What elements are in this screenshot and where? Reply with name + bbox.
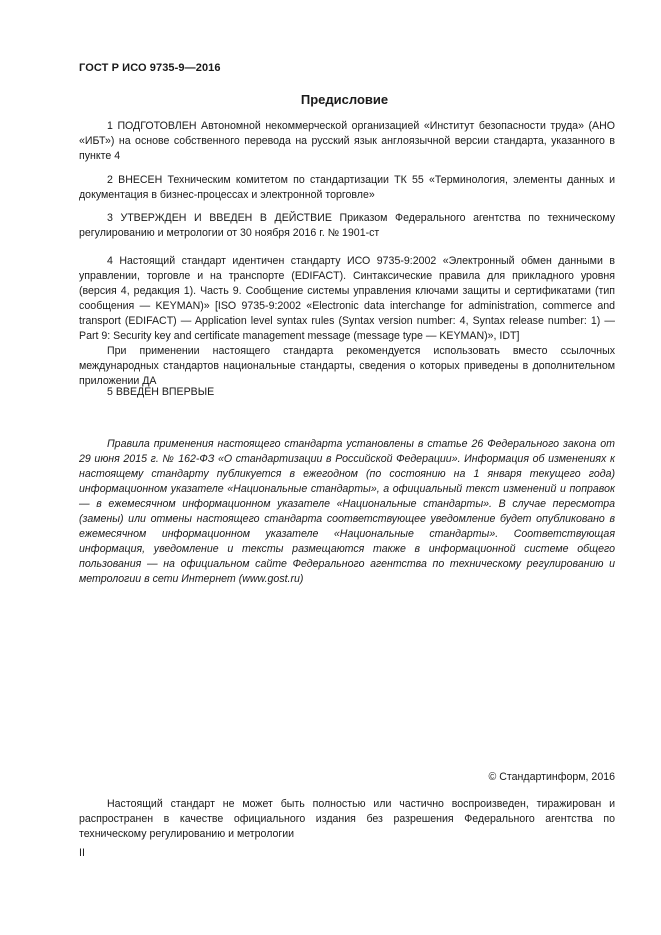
- rules-notice: [79, 437, 615, 587]
- foreword-item-1: [79, 119, 615, 164]
- item-4-text: 4 Настоящий стандарт идентичен стандарту ИСО 9735-9:2002 «Электронный обмен данными в управлении, торговле и на транспорте (EDIFACT). Синтаксические правила для прикладного уровня (версия 4, редакция 1). Часть 9. Сообщение системы управления ключами защиты и сертификатами (тип сообщения — KEYMAN)» [ISO 9735-9:2002 «Electronic data interchange for administration, commerce and transport (EDIFACT) — Application level syntax rules (Syntax version number: 4, Syntax release number: 1) — Part 9: Security key and certificate management message (message type — KEYMAN)», IDT]: [79, 255, 615, 342]
- reproduction-notice-text: Настоящий стандарт не может быть полностью или частично воспроизведен, тиражирован и распространен в качестве официального издания без разрешения Федерального агентства по техническому регулированию и метрологии: [79, 798, 615, 840]
- foreword-item-5: [79, 385, 615, 400]
- foreword-item-3: [79, 211, 615, 241]
- standard-code-header: ГОСТ Р ИСО 9735-9—2016: [79, 62, 221, 74]
- page-number: II: [79, 847, 85, 859]
- item-2-text: 2 ВНЕСЕН Техническим комитетом по стандартизации ТК 55 «Терминология, элементы данных и документация в бизнес-процессах и электронной торговле»: [79, 174, 615, 201]
- copyright: © Стандартинформ, 2016: [488, 771, 615, 783]
- foreword-item-2: [79, 173, 615, 203]
- item-5-text: 5 ВВЕДЕН ВПЕРВЫЕ: [107, 386, 215, 398]
- rules-notice-text: Правила применения настоящего стандарта установлены в статье 26 Федерального закона от 29 июня 2015 г. № 162-ФЗ «О стандартизации в Российской Федерации». Информация об изменениях к настоящему стандарту публикуется в ежегодном (по состоянию на 1 января текущего года) информационном указателе «Национальные стандарты», а официальный текст изменений и поправок — в ежемесячном информационном указателе «Национальные стандарты». В случае пересмотра (замены) или отмены настоящего стандарта соответствующее уведомление будет опубликовано в ежемесячном информационном указателе «Национальные стандарты». Соответствующая информация, уведомление и тексты размещаются также в информационной системе общего пользования — на официальном сайте Федерального агентства по техническому регулированию и метрологии в сети Интернет (www.gost.ru): [79, 438, 615, 585]
- item-4-note: При применении настоящего стандарта рекомендуется использовать вместо ссылочных международных стандартов национальные стандарты, сведения о которых приведены в дополнительном приложении ДА: [79, 345, 615, 387]
- foreword-item-4: [79, 254, 615, 389]
- page-title: Предисловие: [300, 92, 389, 107]
- item-3-text: 3 УТВЕРЖДЕН И ВВЕДЕН В ДЕЙСТВИЕ Приказом Федерального агентства по техническому регулированию и метрологии от 30 ноября 2016 г. № 1901-ст: [79, 212, 615, 239]
- item-1-text: 1 ПОДГОТОВЛЕН Автономной некоммерческой организацией «Институт безопасности труда» (АНО «ИБТ») на основе собственного перевода на русский язык англоязычной версии стандарта, указанного в пункте 4: [79, 120, 615, 162]
- reproduction-notice: [79, 797, 615, 842]
